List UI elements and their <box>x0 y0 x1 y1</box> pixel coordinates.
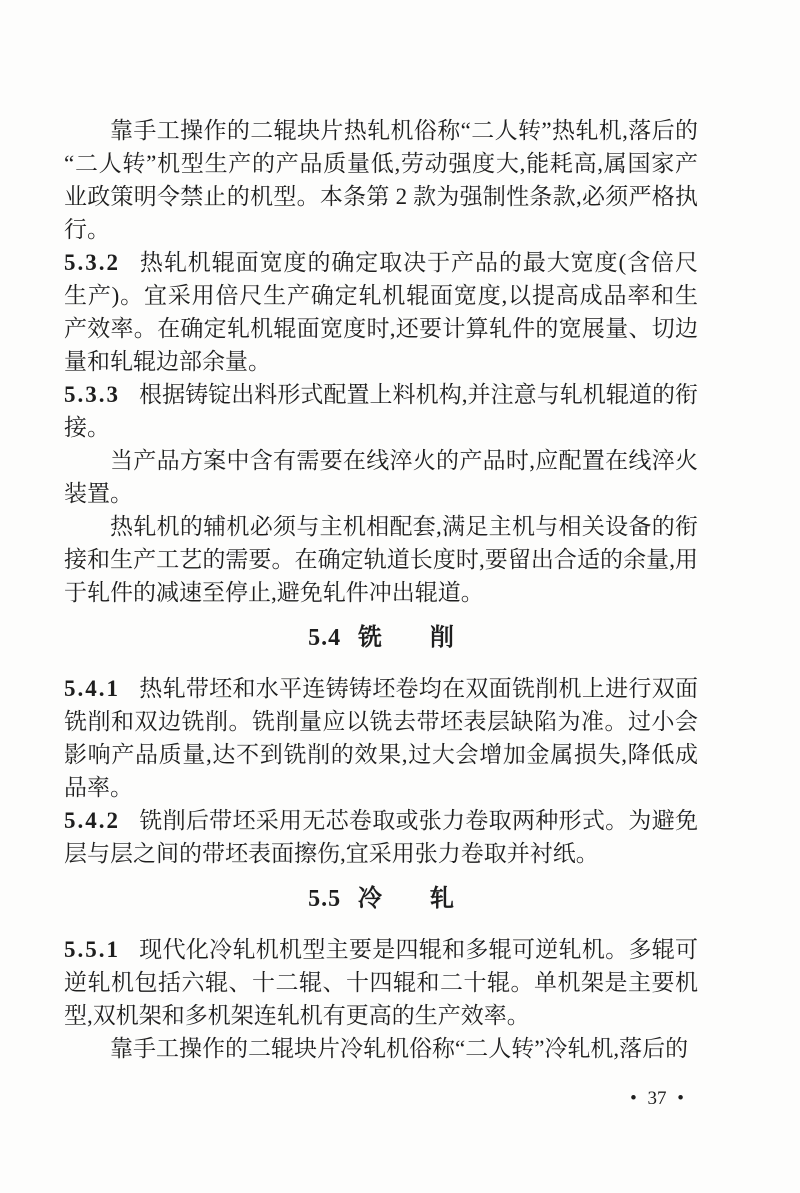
clause-5-4-1 <box>64 672 698 804</box>
clause-text: 热轧机辊面宽度的确定取决于产品的最大宽度(含倍尺生产)。宜采用倍尺生产确定轧机辊面宽度,以提高成品率和生产效率。在确定轧机辊面宽度时,还要计算轧件的宽展量、切边量和轧辊边部余量。 <box>64 250 698 374</box>
clause-text: 根据铸锭出料形式配置上料机构,并注意与轧机辊道的衔接。 <box>64 382 698 440</box>
clause-text: 铣削后带坯采用无芯卷取或张力卷取两种形式。为避免层与层之间的带坯表面擦伤,宜采用张力卷取并衬纸。 <box>64 808 698 866</box>
section-title: 冷 轧 <box>357 886 454 912</box>
section-heading-5-5 <box>64 883 698 916</box>
page-number: • 37 • <box>630 1088 684 1109</box>
section-heading-5-4 <box>64 622 698 655</box>
section-number: 5.4 <box>308 625 342 651</box>
clause-5-3-2 <box>64 246 698 378</box>
section-number: 5.5 <box>308 886 342 912</box>
clause-5-5-1 <box>64 933 698 1032</box>
body-paragraph-auxiliary: 热轧机的辅机必须与主机相配套,满足主机与相关设备的衔接和生产工艺的需要。在确定轨道长度时,要留出合适的余量,用于轧件的减速至停止,避免轧件冲出辊道。 <box>64 514 698 605</box>
clause-5-3-3 <box>64 378 698 444</box>
body-paragraph-cold-mill: 靠手工操作的二辊块片冷轧机俗称“二人转”冷轧机,落后的 <box>110 1036 689 1061</box>
clause-number: 5.3.2 <box>64 250 120 275</box>
clause-number: 5.3.3 <box>64 382 120 407</box>
clause-number: 5.4.1 <box>64 676 120 701</box>
body-paragraph-quenching: 当产品方案中含有需要在线淬火的产品时,应配置在线淬火装置。 <box>64 448 698 506</box>
clause-5-4-2 <box>64 804 698 870</box>
clause-text: 热轧带坯和水平连铸铸坯卷均在双面铣削机上进行双面铣削和双边铣削。铣削量应以铣去带坯表层缺陷为准。过小会影响产品质量,达不到铣削的效果,过大会增加金属损失,降低成品率。 <box>64 676 699 800</box>
section-title: 铣 削 <box>357 625 454 651</box>
document-body <box>64 114 698 1065</box>
clause-number: 5.4.2 <box>64 808 120 833</box>
clause-text: 现代化冷轧机机型主要是四辊和多辊可逆轧机。多辊可逆轧机包括六辊、十二辊、十四辊和二十辊。单机架是主要机型,双机架和多机架连轧机有更高的生产效率。 <box>64 937 698 1028</box>
clause-number: 5.5.1 <box>64 937 120 962</box>
body-paragraph-continuation: 靠手工操作的二辊块片热轧机俗称“二人转”热轧机,落后的“二人转”机型生产的产品质量低,劳动强度大,能耗高,属国家产业政策明令禁止的机型。本条第 2 款为强制性条款,必须严格执行。 <box>64 118 698 242</box>
